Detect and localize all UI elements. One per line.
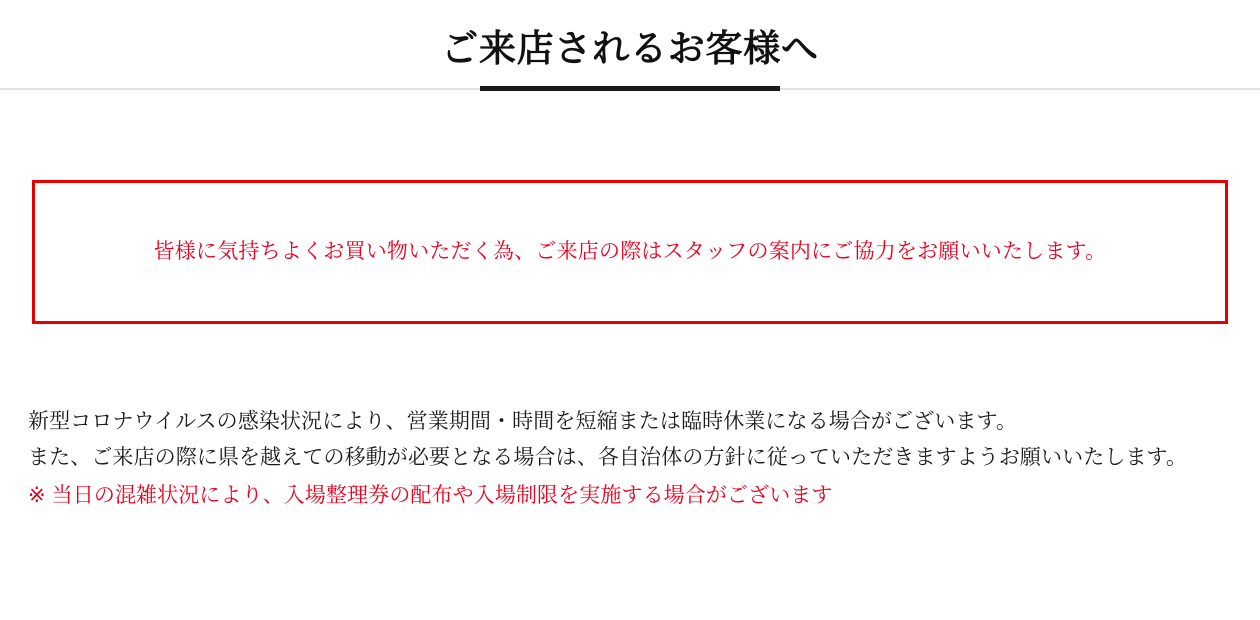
notice-section bbox=[32, 180, 1228, 324]
notice-text: 皆様に気持ちよくお買い物いただく為、ご来店の際はスタッフの案内にご協力をお願いいたします。 bbox=[153, 240, 1107, 264]
body-copy bbox=[28, 404, 1232, 514]
page-title: ご来店されるお客様へ bbox=[441, 28, 819, 69]
body-paragraph-2: また、ご来店の際に県を越えての移動が必要となる場合は、各自治体の方針に従っていただきますようお願いいたします。 bbox=[28, 446, 1188, 470]
title-underline bbox=[480, 86, 780, 91]
notice-box bbox=[32, 180, 1228, 324]
page-header bbox=[0, 0, 1260, 72]
body-note: ※ 当日の混雑状況により、入場整理券の配布や入場制限を実施する場合がございます bbox=[28, 484, 833, 508]
body-paragraph-1: 新型コロナウイルスの感染状況により、営業期間・時間を短縮または臨時休業になる場合がございます。 bbox=[28, 410, 1017, 433]
